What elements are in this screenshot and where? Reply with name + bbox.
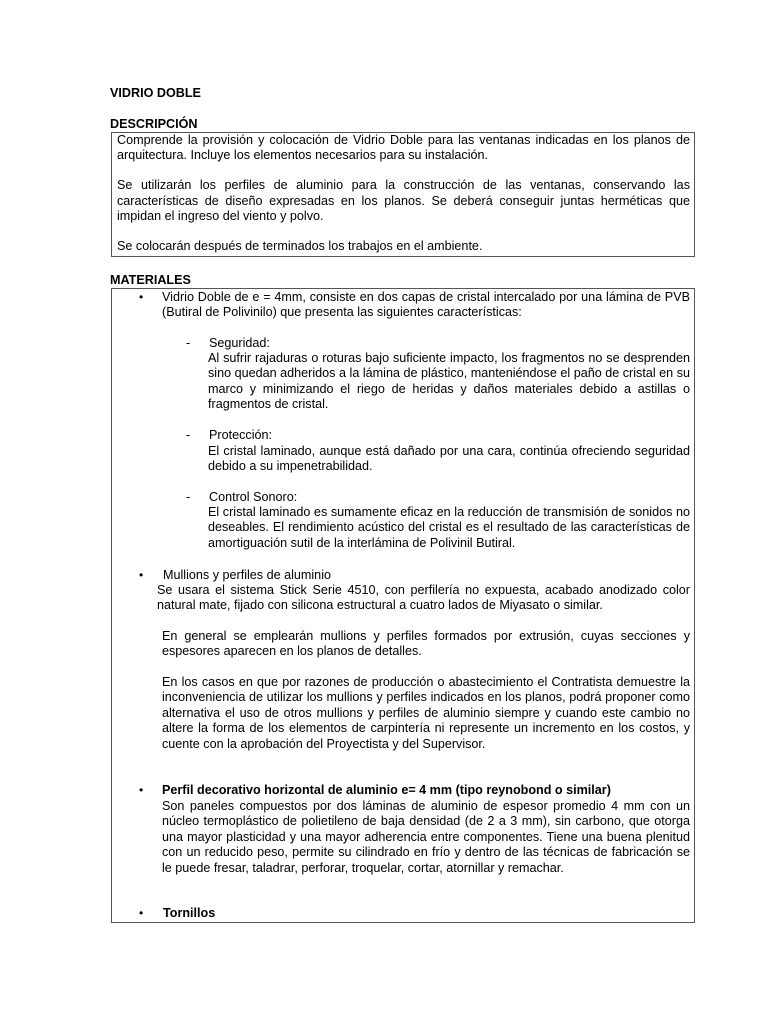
item-text: El cristal laminado es sumamente eficaz en la reducción de transmisión de sonidos no deseables. El rendimiento acústico del cristal es el resultado de las características de amortiguación sutil de la interlámina de Polivinil Butiral. (208, 505, 690, 550)
bullet-icon: • (139, 906, 144, 920)
perfil-text: Son paneles compuestos por dos láminas de aluminio de espesor promedio 4 mm con un núcleo termoplástico de polietileno de baja densidad (de 2 a 3 mm), sin carbono, que otorga una mayor plasticidad y una mayor adherencia entre componentes. Tiene una buena plenitud con un reducido peso, permite su cilindrado en frío y dentro de las técnicas de fabricación se le puede fresar, taladrar, perforar, troquelar, cortar, atornillar y remachar. (162, 799, 690, 875)
vidrio-intro: Vidrio Doble de e = 4mm, consiste en dos capas de cristal intercalado por una lámina de PVB (Butiral de Polivinilo) que presenta las siguientes características: (162, 290, 690, 320)
bullet-icon: • (139, 783, 144, 797)
mullions-paragraph: En general se emplearán mullions y perfiles formados por extrusión, cuyas secciones y espesores aparecen en los planos de detalles. (162, 629, 690, 659)
dash-icon: - (186, 336, 191, 350)
item-text: Al sufrir rajaduras o roturas bajo suficiente impacto, los fragmentos no se desprenden sino quedan adheridos a la lámina de plástico, manteniéndose el paño de cristal en su marco y minimizando el riego de heridas y daños materiales debido a astillas o fragmentos de cristal. (208, 351, 690, 412)
item-label: Protección: (209, 428, 272, 442)
mullions-title: Mullions y perfiles de aluminio (163, 568, 331, 582)
document-title: VIDRIO DOBLE (110, 86, 201, 100)
descripcion-paragraph: Comprende la provisión y colocación de Vidrio Doble para las ventanas indicadas en los planos de arquitectura. Incluye los elementos necesarios para su instalación. (117, 133, 690, 163)
mullions-paragraph: Se usara el sistema Stick Serie 4510, con perfilería no expuesta, acabado anodizado color natural mate, fijado con silicona estructural a cuatro lados de Miyasato o similar. (157, 583, 690, 613)
item-label: Seguridad: (209, 336, 270, 350)
bullet-icon: • (139, 290, 144, 304)
item-text: El cristal laminado, aunque está dañado por una cara, continúa ofreciendo seguridad debido a su impenetrabilidad. (208, 444, 690, 474)
materiales-heading: MATERIALES (110, 273, 191, 287)
descripcion-paragraph: Se utilizarán los perfiles de aluminio para la construcción de las ventanas, conservando las características de diseño expresadas en los planos. Se deberá conseguir juntas herméticas que impidan el ingreso del viento y polvo. (117, 178, 690, 224)
descripcion-heading: DESCRIPCIÓN (110, 117, 198, 131)
bullet-icon: • (139, 568, 144, 582)
tornillos-title: Tornillos (163, 906, 216, 920)
mullions-paragraph: En los casos en que por razones de producción o abastecimiento el Contratista demuestre la inconveniencia de utilizar los mullions y perfiles indicados en los planos, podrá proponer como alternativa el uso de otros mullions y perfiles de aluminio siempre y cuando este cambio no altere la forma de los elementos de carpintería ni represente un incremento en los costos, y cuente con la aprobación del Proyectista y del Supervisor. (162, 675, 690, 751)
descripcion-box (111, 132, 695, 257)
perfil-title: Perfil decorativo horizontal de aluminio e= 4 mm (tipo reynobond o similar) (162, 783, 611, 797)
descripcion-paragraph: Se colocarán después de terminados los trabajos en el ambiente. (117, 239, 483, 254)
dash-icon: - (186, 490, 191, 504)
item-label: Control Sonoro: (209, 490, 298, 504)
dash-icon: - (186, 428, 191, 442)
materiales-box (111, 288, 695, 923)
